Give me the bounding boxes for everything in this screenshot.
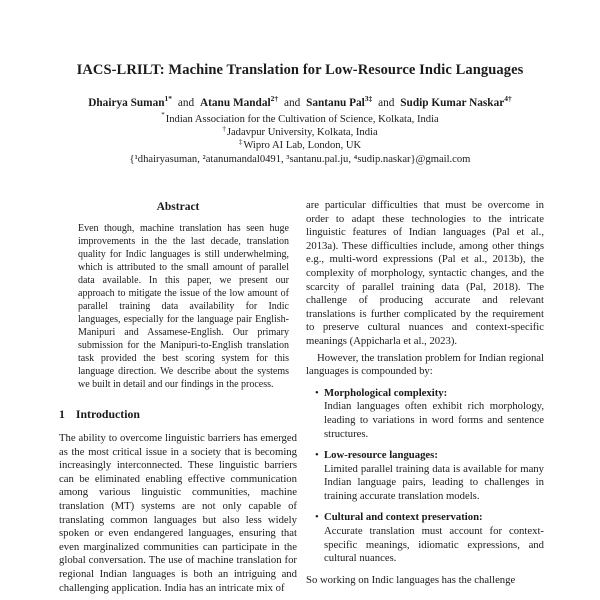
paragraph-however: However, the translation problem for Indian regional languages is compounded by: bbox=[306, 351, 544, 378]
left-column bbox=[59, 199, 297, 600]
bullet-body: Accurate translation must account for context-specific meanings, idiomatic expressions, and cultural nuances. bbox=[324, 525, 544, 565]
affiliation-line-2 bbox=[30, 126, 570, 139]
affiliation-2-marker: † bbox=[222, 124, 226, 133]
author-1 bbox=[88, 94, 173, 109]
bullet-heading: Cultural and context preservation: bbox=[324, 511, 483, 524]
affiliation-1-marker: * bbox=[161, 111, 165, 120]
challenges-bullet-list bbox=[306, 387, 544, 566]
bullet-content bbox=[324, 511, 544, 565]
author-line bbox=[30, 96, 570, 110]
author-1-name: Dhairya Suman bbox=[88, 97, 165, 109]
author-4 bbox=[400, 94, 512, 109]
section-heading-introduction bbox=[59, 407, 297, 422]
author-2-name: Atanu Mandal bbox=[199, 97, 271, 109]
bullet-heading: Morphological complexity: bbox=[324, 386, 448, 399]
bullet-content bbox=[324, 449, 544, 503]
bullet-body: Indian languages often exhibit rich morphology, leading to variations in word forms and sentence structures. bbox=[324, 400, 544, 440]
abstract-heading: Abstract bbox=[156, 201, 200, 213]
author-3-name: Santanu Pal bbox=[306, 97, 365, 109]
and-separator: and bbox=[177, 97, 195, 109]
author-4-name: Sudip Kumar Naskar bbox=[400, 97, 505, 109]
paper-title: IACS-LRILT: Machine Translation for Low-Resource Indic Languages bbox=[76, 62, 524, 78]
affiliation-line-3 bbox=[30, 139, 570, 152]
affiliation-1-text: Indian Association for the Cultivation of Science, Kolkata, India bbox=[165, 114, 439, 125]
intro-paragraph: The ability to overcome linguistic barriers has emerged as the most critical issue in a society that is becoming increasingly interconnected. These linguistic barriers can be eliminated enabling effective communication among various linguistic communities, machine translation (MT) systems are not only capable of translating common languages but also less widely spoken or even endangered languages, ensuring that even marginalized communities can participate in the global conversation. The use of machine translation for regional Indian languages is both an intriguing and challenging application. India has an intricate mix of bbox=[59, 432, 297, 594]
affiliation-3-marker: ‡ bbox=[238, 137, 243, 146]
paragraph-difficulties: are particular difficulties that must be overcome in order to adapt these technologies to the intricate linguistic features of Indian languages (Pal et al., 2013a). These difficulties include, among other things e.g., multi-word expressions (Pal et al., 2013b), the complexity of morphology, syntactic changes, and the scarcity of parallel training data (Pal, 2018). The challenge of producing accurate and relevant translations is further complicated by the requirement to preserve cultural nuances and context-specific meanings (Appicharla et al., 2023). bbox=[306, 199, 544, 347]
and-separator: and bbox=[283, 97, 301, 109]
bullet-icon: • bbox=[315, 386, 319, 399]
author-3 bbox=[306, 94, 373, 109]
bullet-item-cultural bbox=[315, 511, 544, 565]
bullet-icon: • bbox=[315, 449, 319, 462]
affiliation-block bbox=[30, 113, 570, 166]
bullet-body: Limited parallel training data is available for many Indian language pairs, leading to challenges in training accurate translation models. bbox=[324, 462, 544, 502]
section-number: 1 bbox=[59, 407, 65, 421]
affiliation-line-1 bbox=[30, 113, 570, 126]
bullet-icon: • bbox=[315, 511, 319, 524]
author-2 bbox=[199, 94, 279, 109]
section-title: Introduction bbox=[75, 407, 140, 421]
affiliation-3-text: Wipro AI Lab, London, UK bbox=[243, 140, 362, 152]
and-separator: and bbox=[378, 97, 395, 109]
bullet-item-morphological bbox=[315, 387, 544, 441]
right-column bbox=[306, 199, 544, 600]
author-4-affiliation-marker: 4† bbox=[504, 94, 512, 104]
bullet-heading: Low-resource languages: bbox=[324, 449, 438, 462]
email-line: {¹dhairyasuman, ²atanumandal0491, ³santanu.pal.ju, ⁴sudip.naskar}@gmail.com bbox=[129, 153, 471, 165]
bullet-item-low-resource bbox=[315, 449, 544, 503]
author-2-affiliation-marker: 2† bbox=[270, 94, 279, 104]
paper-header bbox=[30, 62, 570, 166]
abstract-text: Even though, machine translation has seen huge improvements in the the last decade, translation quality for Indic languages is still underwhelming, which is attributed to the small amount of parallel data available. In this paper, we present our approach to mitigate the issue of the low amount of parallel training data availability for Indic languages, especially for the language pair English-Manipuri and Assamese-English. Our primary submission for the Manipuri-to-English translation task provided the best scoring system for this language direction. We describe about the systems we built in detail and our findings in the process. bbox=[78, 223, 289, 390]
author-3-affiliation-marker: 3‡ bbox=[364, 94, 373, 104]
affiliation-2-text: Jadavpur University, Kolkata, India bbox=[226, 127, 378, 139]
closing-paragraph: So working on Indic languages has the challenge bbox=[306, 573, 516, 586]
author-1-affiliation-marker: 1* bbox=[164, 94, 173, 104]
bullet-content bbox=[324, 387, 544, 441]
